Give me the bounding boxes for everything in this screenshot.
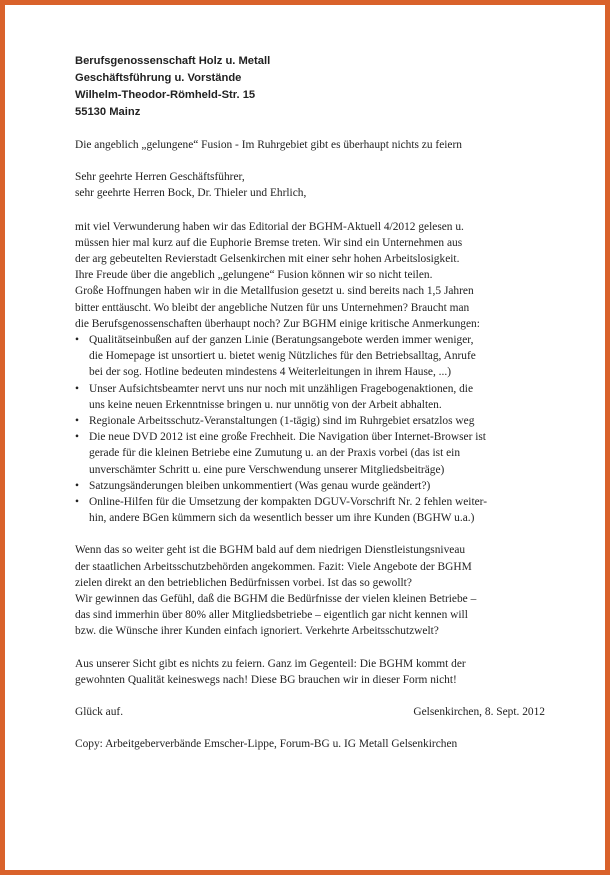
spacer xyxy=(75,640,545,656)
closing-greeting: Glück auf. xyxy=(75,706,124,719)
text-line: hin, andere BGen kümmern sich da wesentlich besser um ihre Kunden (BGHW u.a.) xyxy=(89,512,475,525)
text-line: der staatlichen Arbeitsschutzbehörden angekommen. Fazit: Viele Angebote der BGHM xyxy=(75,560,472,573)
text-line: bitter enttäuscht. Wo bleibt der angebliche Nutzen für uns Unternehmen? Braucht man xyxy=(75,301,470,314)
text-line: Wir gewinnen das Gefühl, daß die BGHM die Bedürfnisse der vielen kleinen Betriebe – xyxy=(75,593,477,606)
recipient-address xyxy=(75,53,545,121)
text-line: • Online-Hilfen für die Umsetzung der kompakten DGUV-Vorschrift Nr. 2 fehlen weiter- xyxy=(89,496,488,509)
text-line: mit viel Verwunderung haben wir das Editorial der BGHM-Aktuell 4/2012 gelesen u. xyxy=(75,220,464,233)
place-date: Gelsenkirchen, 8. Sept. 2012 xyxy=(413,706,545,719)
text-line: zielen direkt an den betrieblichen Bedürfnissen vorbei. Ist das so gewollt? xyxy=(75,576,412,589)
text-line: bzw. die Wünsche ihrer Kunden einfach ignoriert. Verkehrte Arbeitsschutzwelt? xyxy=(75,625,439,638)
text-line: Ihre Freude über die angeblich „gelungene“ Fusion können wir so nicht teilen. xyxy=(75,269,433,282)
criticism-list xyxy=(75,332,545,526)
text-line: gewohnten Qualität keineswegs nach! Diese BG brauchen wir in dieser Form nicht! xyxy=(75,673,457,686)
text-line: • Regionale Arbeitsschutz-Veranstaltungen (1-tägig) sind im Ruhrgebiet ersatzlos weg xyxy=(89,415,475,428)
copy-recipients: Copy: Arbeitgeberverbände Emscher-Lippe, Forum-BG u. IG Metall Gelsenkirchen xyxy=(75,738,458,751)
closing-row xyxy=(75,704,545,720)
letter-body xyxy=(75,53,545,753)
list-item xyxy=(75,381,545,413)
text-line: Aus unserer Sicht gibt es nichts zu feiern. Ganz im Gegenteil: Die BGHM kommt der xyxy=(75,657,466,670)
text-line: unverschämter Schritt u. eine pure Verschwendung unserer Mitgliedsbeiträge) xyxy=(89,463,445,476)
spacer xyxy=(75,526,545,542)
text-line: die Berufsgenossenschaften überhaupt noch? Zur BGHM einige kritische Anmerkungen: xyxy=(75,317,480,330)
conclusion-paragraph xyxy=(75,542,545,639)
address-line: Geschäftsführung u. Vorstände xyxy=(75,72,242,84)
text-line: • Die neue DVD 2012 ist eine große Frechheit. Die Navigation über Internet-Browser ist xyxy=(89,431,486,444)
text-line: Wenn das so weiter geht ist die BGHM bald auf dem niedrigen Dienstleistungsniveau xyxy=(75,544,466,557)
list-item xyxy=(75,332,545,381)
final-paragraph xyxy=(75,656,545,688)
text-line: der arg gebeutelten Revierstadt Gelsenkirchen mit einer sehr hohen Arbeitslosigkeit. xyxy=(75,253,460,266)
intro-paragraph xyxy=(75,219,545,332)
text-line: • Unser Aufsichtsbeamter nervt uns nur noch mit unzähligen Fragebogenaktionen, die xyxy=(89,382,474,395)
list-item xyxy=(75,429,545,478)
list-item xyxy=(75,494,545,526)
salutation-line: Sehr geehrte Herren Geschäftsführer, xyxy=(75,171,245,184)
text-line: gerade für die kleinen Betriebe eine Zumutung u. an der Praxis vorbei (das ist ein xyxy=(89,447,461,460)
text-line: bei der sog. Hotline bedeuten mindestens 4 Weiterleitungen in ihrem Hause, ...) xyxy=(89,366,452,379)
salutation-line: sehr geehrte Herren Bock, Dr. Thieler und Ehrlich, xyxy=(75,187,307,200)
text-line: uns keine neuen Erkenntnisse bringen u. nur unnötig von der Arbeit abhalten. xyxy=(89,398,442,411)
address-line: 55130 Mainz xyxy=(75,106,141,118)
text-line: • Satzungsänderungen bleiben unkommentiert (Was genau wurde geändert?) xyxy=(89,479,431,492)
text-line: müssen hier mal kurz auf die Euphorie Bremse treten. Wir sind ein Unternehmen aus xyxy=(75,236,463,249)
subject-line: Die angeblich „gelungene“ Fusion - Im Ruhrgebiet gibt es überhaupt nichts zu feiern xyxy=(75,139,462,151)
salutation xyxy=(75,169,545,201)
list-item xyxy=(75,413,545,429)
list-item xyxy=(75,478,545,494)
text-line: die Homepage ist unsortiert u. bietet wenig Nützliches für den Betriebsalltag, Anrufe xyxy=(89,350,476,363)
text-line: Große Hoffnungen haben wir in die Metallfusion gesetzt u. sind bereits nach 1,5 Jahren xyxy=(75,285,474,298)
address-line: Wilhelm-Theodor-Römheld-Str. 15 xyxy=(75,89,256,101)
address-line: Berufsgenossenschaft Holz u. Metall xyxy=(75,55,271,67)
text-line: das sind immerhin über 80% aller Mitgliedsbetriebe – eigentlich gar nicht kennen will xyxy=(75,609,468,622)
text-line: • Qualitätseinbußen auf der ganzen Linie (Beratungsangebote werden immer weniger, xyxy=(89,334,474,347)
